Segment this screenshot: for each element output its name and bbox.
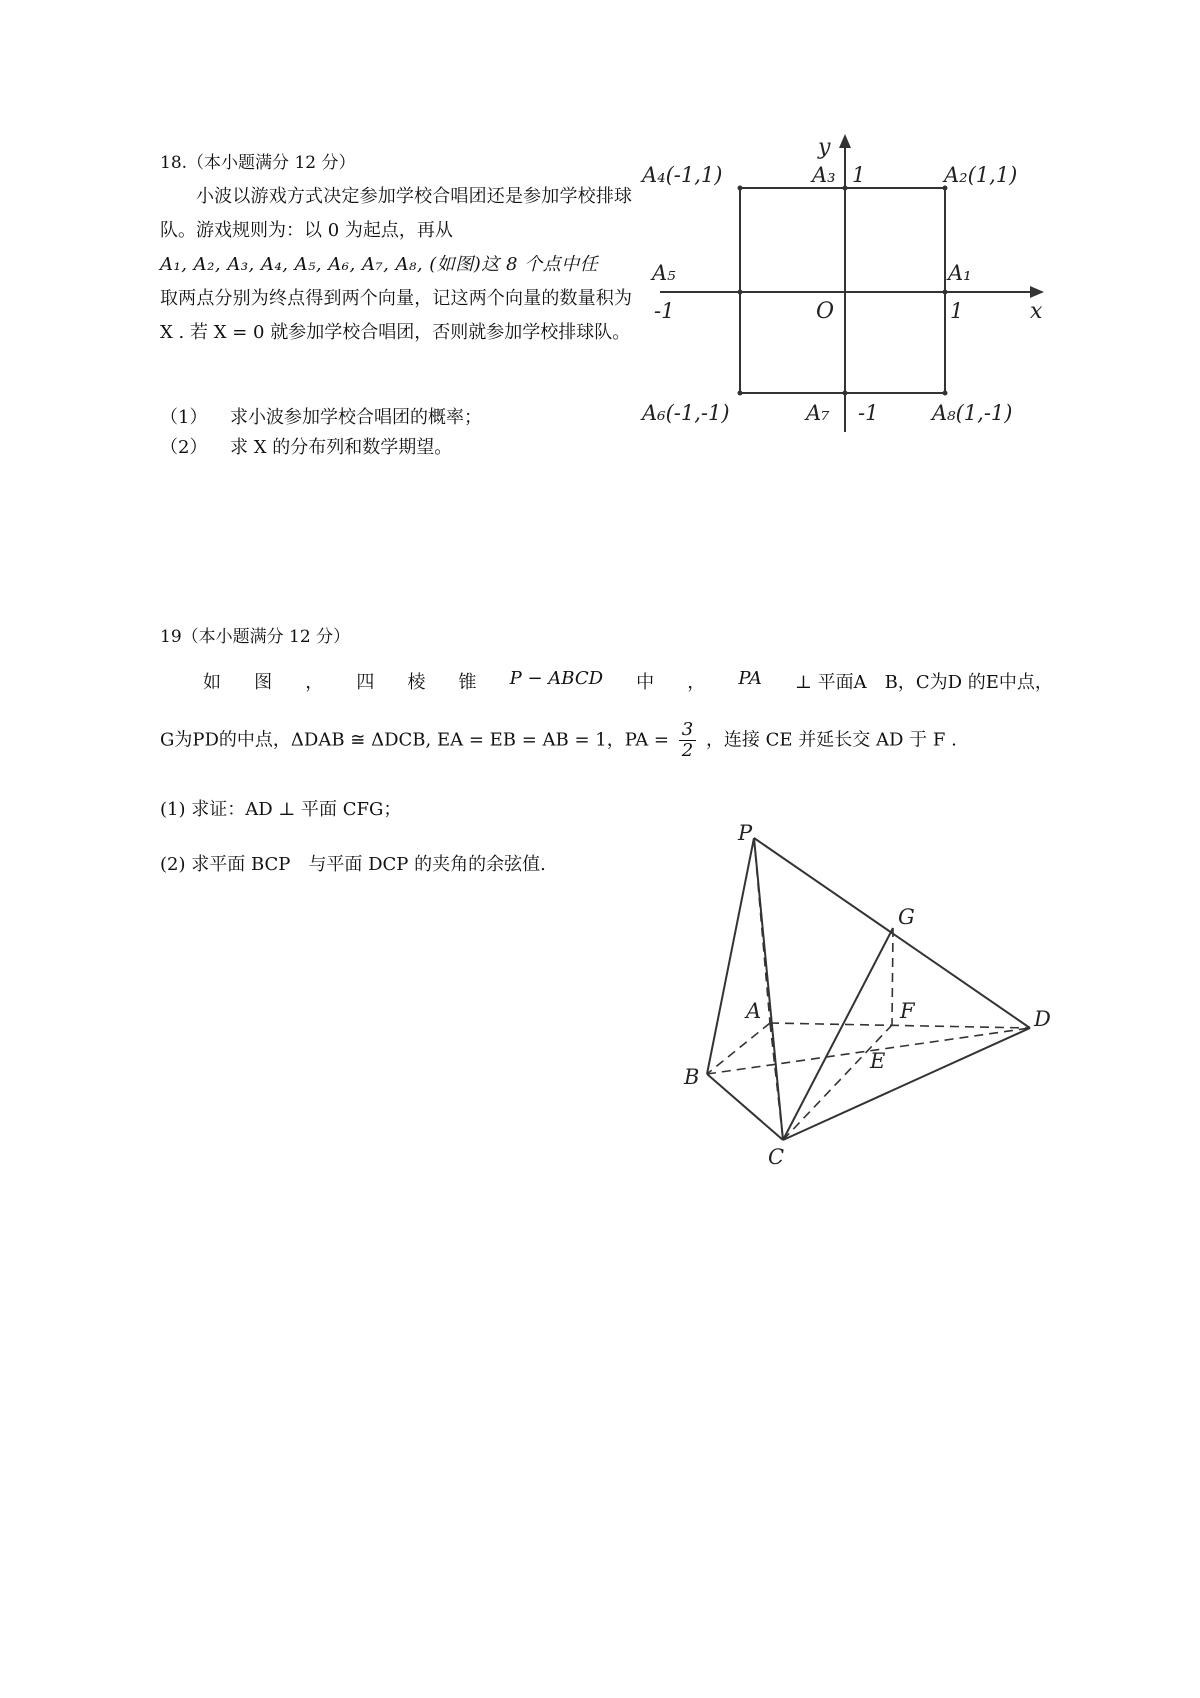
label-A7: A₇ (806, 401, 830, 425)
label-A2: A₂(1,1) (944, 163, 1018, 187)
tick-x-minus1: -1 (654, 299, 675, 323)
q19-l1a: 如 (203, 672, 221, 693)
vertex-D: D (1034, 1007, 1051, 1031)
origin-label: O (816, 299, 835, 324)
q19-l1g: P − ABCD (509, 668, 604, 689)
point-A6 (738, 391, 743, 396)
y-axis-arrow (839, 134, 851, 148)
q18-sub1-num: （1） (160, 407, 208, 428)
q19-l1c: ， (305, 672, 324, 693)
q18-para2: 取两点分别为终点得到两个向量，记这两个向量的数量积为 X . 若 X = 0 就参加学校合唱团，否则就参加学校排球队。 (160, 288, 632, 343)
vertex-E: E (870, 1049, 886, 1073)
q19-line1 (203, 668, 1053, 694)
point-A3 (843, 186, 848, 191)
q18-sub2-num: （2） (160, 437, 208, 458)
label-A4: A₄(-1,1) (642, 163, 723, 187)
solid-edges (707, 838, 1030, 1140)
q19-l1b: 图 (254, 672, 273, 693)
q19-line2-pre: G为PD的中点，ΔDAB ≅ ΔDCB, EA = EB = AB = 1，PA = (160, 729, 670, 751)
label-A1: A₁ (948, 261, 972, 285)
q18-sub1 (160, 403, 482, 433)
q18-heading: 18.（本小题满分 12 分） (160, 153, 356, 173)
hidden-edges (707, 838, 1030, 1140)
fraction-3-over-2 (679, 720, 696, 761)
q19-l1k: ⊥ 平面A B，C为D 的E中点， (794, 672, 1053, 693)
point-A4 (738, 186, 743, 191)
q18-sub2 (160, 433, 482, 463)
x-axis-arrow (1030, 286, 1044, 298)
q19-sub1: (1) 求证：AD ⊥ 平面 CFG； (160, 799, 402, 820)
q18-para1: 小波以游戏方式决定参加学校合唱团还是参加学校排球队。游戏规则为：以 0 为起点，再从 (160, 186, 632, 241)
point-A8 (943, 391, 948, 396)
q19-sub2: (2) 求平面 BCP 与平面 DCP 的夹角的余弦值. (160, 854, 546, 875)
q19-l1h: 中 (636, 672, 655, 693)
q19-heading: 19（本小题满分 12 分） (160, 627, 351, 647)
label-A8: A₈(1,-1) (932, 401, 1013, 425)
label-A6: A₆(-1,-1) (642, 401, 730, 425)
q19-pyramid-figure (670, 820, 1070, 1180)
tick-x1: 1 (950, 299, 964, 323)
q19-l1i: ， (687, 672, 706, 693)
q19-l1e: 棱 (407, 672, 426, 693)
frac-denominator: 2 (681, 740, 694, 761)
q19-l1j: PA (738, 668, 762, 689)
vertex-F: F (900, 999, 915, 1023)
q18-body (160, 180, 632, 350)
vertex-B: B (684, 1065, 700, 1089)
point-A7 (843, 391, 848, 396)
square (740, 188, 945, 393)
q19-l1d: 四 (356, 672, 375, 693)
vertex-G: G (898, 905, 915, 929)
q18-sub2-text: 求 X 的分布列和数学期望。 (230, 437, 453, 458)
label-A3: A₃ (812, 163, 836, 187)
q19-line2 (160, 720, 1060, 761)
q19-l1f: 锥 (458, 672, 477, 693)
q18-subquestions (160, 403, 482, 463)
point-A5 (738, 290, 743, 295)
vertex-C: C (768, 1145, 785, 1169)
tick-y-minus1: -1 (858, 401, 879, 425)
tick-y1: 1 (852, 163, 866, 187)
point-A1 (943, 290, 948, 295)
y-axis-label: y (818, 135, 831, 160)
q19-line2-post: ，连接 CE 并延长交 AD 于 F . (705, 729, 957, 751)
vertex-A: A (746, 999, 762, 1023)
q18-points-line: A₁, A₂, A₃, A₄, A₅, A₆, A₇, A₈, (如图)这 8 个点中任 (160, 254, 599, 275)
x-axis-label: x (1030, 299, 1043, 324)
q18-coordinate-figure (640, 130, 1060, 470)
q18-sub1-text: 求小波参加学校合唱团的概率； (230, 407, 482, 428)
frac-numerator: 3 (679, 720, 696, 741)
label-A5: A₅ (652, 261, 676, 285)
vertex-P: P (738, 821, 753, 845)
